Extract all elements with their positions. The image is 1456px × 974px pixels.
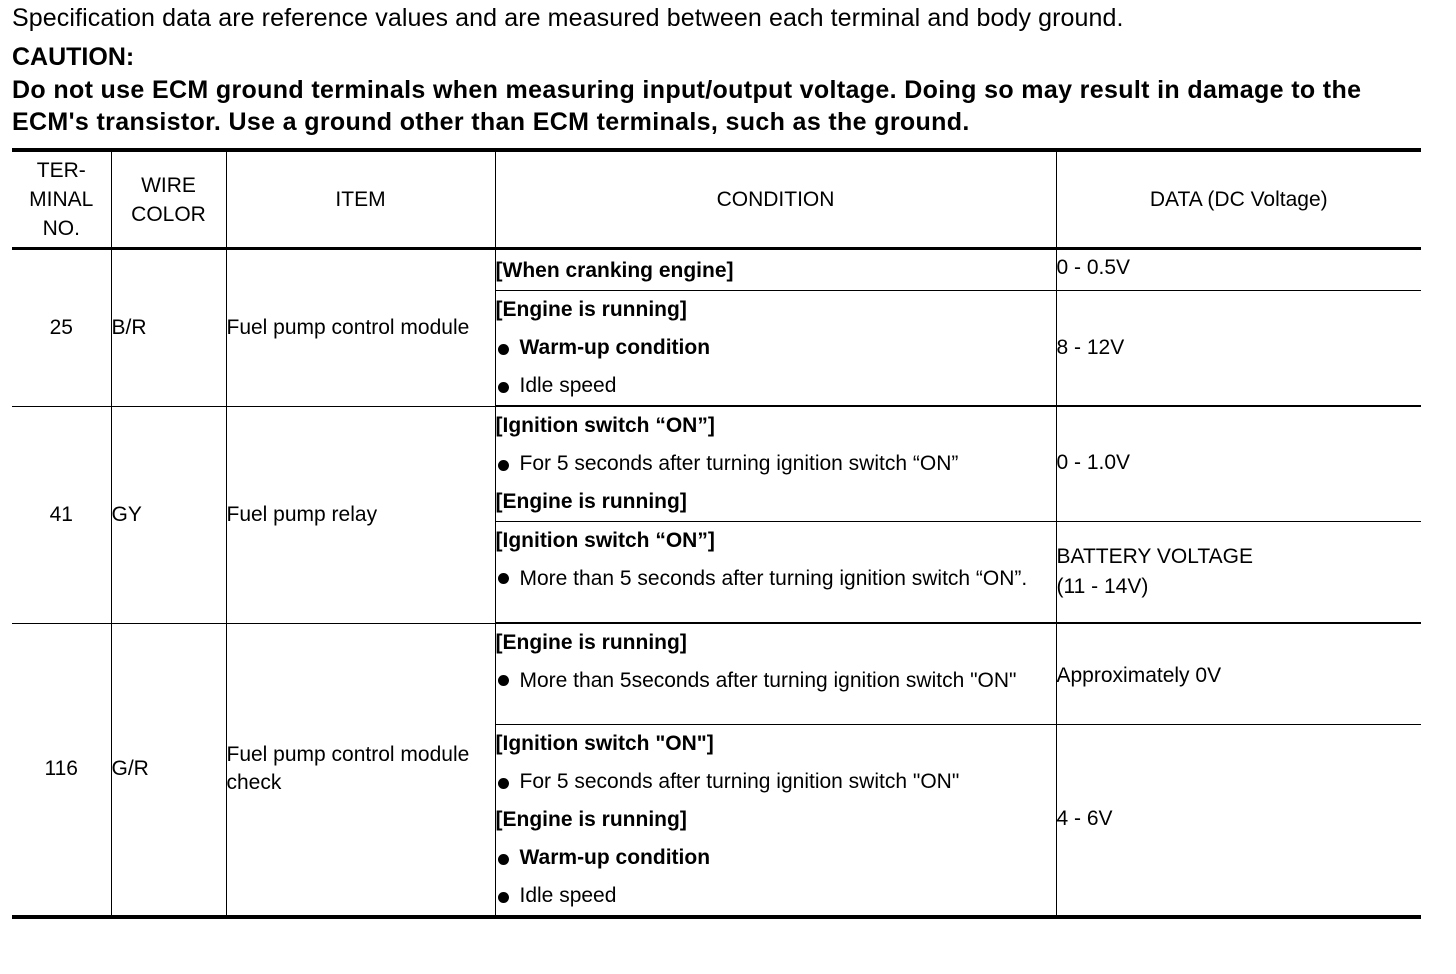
condition-bullet: More than 5seconds after turning ignition switch "ON" (496, 662, 1056, 698)
terminal-number: 116 (12, 623, 111, 917)
condition-cell (495, 291, 1056, 407)
data-value: 4 - 6V (1056, 725, 1421, 918)
table-row (12, 406, 1421, 522)
data-value: 8 - 12V (1056, 291, 1421, 407)
intro-text: Specification data are reference values and are measured between each terminal and body ground. (12, 4, 1124, 32)
condition-heading: [Ignition switch “ON”] (495, 529, 715, 552)
terminal-number: 41 (12, 406, 111, 623)
condition-heading: [Ignition switch “ON”] (495, 414, 715, 437)
table-row (12, 623, 1421, 725)
ecm-terminal-spec-table (12, 148, 1421, 919)
condition-heading: [Engine is running] (495, 631, 687, 654)
header-item: ITEM (226, 150, 495, 249)
condition-cell (495, 249, 1056, 291)
data-value: 0 - 1.0V (1056, 406, 1421, 522)
item-name: Fuel pump control module check (226, 623, 495, 917)
caution-title: CAUTION: (12, 43, 135, 71)
terminal-number: 25 (12, 249, 111, 407)
condition-bullet: For 5 seconds after turning ignition switch "ON" (496, 763, 1056, 801)
condition-heading: [When cranking engine] (495, 259, 734, 282)
wire-color: GY (111, 406, 226, 623)
data-value: 0 - 0.5V (1056, 249, 1421, 291)
condition-bullet: Idle speed (496, 367, 1056, 405)
header-terminal-no: TER- MINAL NO. (12, 150, 111, 249)
wire-color: B/R (111, 249, 226, 407)
condition-cell (495, 623, 1056, 725)
table-header-row (12, 150, 1421, 249)
condition-bullet: Warm-up condition (496, 329, 1056, 367)
condition-bullet: Idle speed (496, 877, 1056, 915)
data-value: Approximately 0V (1056, 623, 1421, 725)
condition-cell (495, 725, 1056, 918)
condition-heading: [Engine is running] (495, 808, 687, 831)
condition-heading: [Engine is running] (495, 298, 687, 321)
header-wire-color: WIRE COLOR (111, 150, 226, 249)
data-value: BATTERY VOLTAGE (1056, 545, 1253, 568)
data-value-range: (11 - 14V) (1056, 575, 1149, 598)
condition-heading: [Engine is running] (495, 490, 687, 513)
caution-body: Do not use ECM ground terminals when measuring input/output voltage. Doing so may result in damage to the ECM's transistor. Use a ground other than ECM terminals, such as the ground. (12, 76, 1362, 136)
data-value-cell (1056, 522, 1421, 624)
condition-cell (495, 522, 1056, 624)
condition-bullet: More than 5 seconds after turning ignition switch “ON”. (496, 560, 1056, 596)
table-row (12, 249, 1421, 291)
condition-bullet: Warm-up condition (496, 839, 1056, 877)
condition-cell (495, 406, 1056, 522)
wire-color: G/R (111, 623, 226, 917)
item-name: Fuel pump relay (226, 406, 495, 623)
header-data: DATA (DC Voltage) (1056, 150, 1421, 249)
condition-bullet: For 5 seconds after turning ignition switch “ON” (496, 445, 1056, 483)
header-condition: CONDITION (495, 150, 1056, 249)
item-name: Fuel pump control module (226, 249, 495, 407)
condition-heading: [Ignition switch "ON"] (495, 732, 714, 755)
